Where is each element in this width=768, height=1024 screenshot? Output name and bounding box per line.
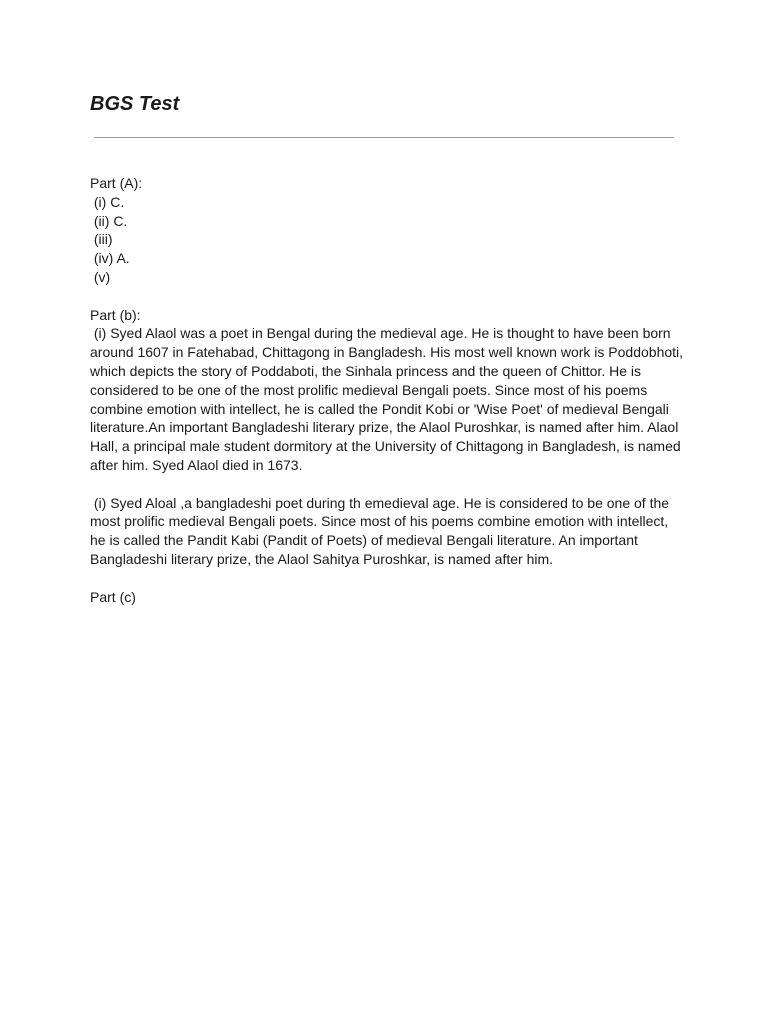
part-b-para1-line-7: Hall, a principal male student dormitory at the University of Chittagong in Bangladesh, is named — [90, 438, 681, 455]
spacer — [90, 287, 690, 306]
spacer — [90, 569, 690, 588]
part-b-para1-line-3: which depicts the story of Poddaboti, the Sinhala princess and the queen of Chittor. He is — [90, 362, 641, 379]
part-b-para2-line-2: most prolific medieval Bengali poets. Since most of his poems combine emotion with intellect, — [90, 513, 669, 530]
part-b-para1-line-6: literature.An important Bangladeshi literary prize, the Alaol Puroshkar, is named after him. Alaol — [90, 419, 679, 436]
part-b-para2-line-1: (i) Syed Aloal ,a bangladeshi poet during th emedieval age. He is considered to be one of the — [90, 494, 670, 511]
part-b-para1-line-8: after him. Syed Alaol died in 1673. — [90, 456, 303, 473]
part-b-para1-line-2: around 1607 in Fatehabad, Chittagong in Bangladesh. His most well known work is Poddobhoti, — [90, 344, 684, 361]
part-a-item-2: (ii) C. — [90, 212, 128, 229]
part-b-para2-line-4: Bangladeshi literary prize, the Alaol Sahitya Puroshkar, is named after him. — [90, 550, 554, 567]
part-b-para1-line-4: considered to be one of the most prolific medieval Bengali poets. Since most of his poems — [90, 381, 648, 398]
part-a-item-4: (iv) A. — [90, 250, 130, 267]
part-b-heading: Part (b): — [90, 306, 141, 323]
part-b-para1-line-1: (i) Syed Alaol was a poet in Bengal during the medieval age. He is thought to have been born — [90, 325, 671, 342]
part-b-para1-line-5: combine emotion with intellect, he is called the Pondit Kobi or 'Wise Poet' of medieval Bengali — [90, 400, 669, 417]
part-c-heading: Part (c) — [90, 588, 136, 605]
part-a-item-3: (iii) — [90, 231, 113, 248]
document-body — [90, 174, 690, 606]
document-title: BGS Test — [90, 93, 180, 115]
spacer — [90, 475, 690, 494]
title-divider — [94, 137, 674, 138]
part-a-heading: Part (A): — [90, 175, 143, 191]
part-b-para2-line-3: he is called the Pandit Kabi (Pandit of Poets) of medieval Bengali literature. An important — [90, 532, 638, 549]
part-a-item-1: (i) C. — [90, 193, 125, 210]
part-a-item-5: (v) — [90, 268, 111, 285]
